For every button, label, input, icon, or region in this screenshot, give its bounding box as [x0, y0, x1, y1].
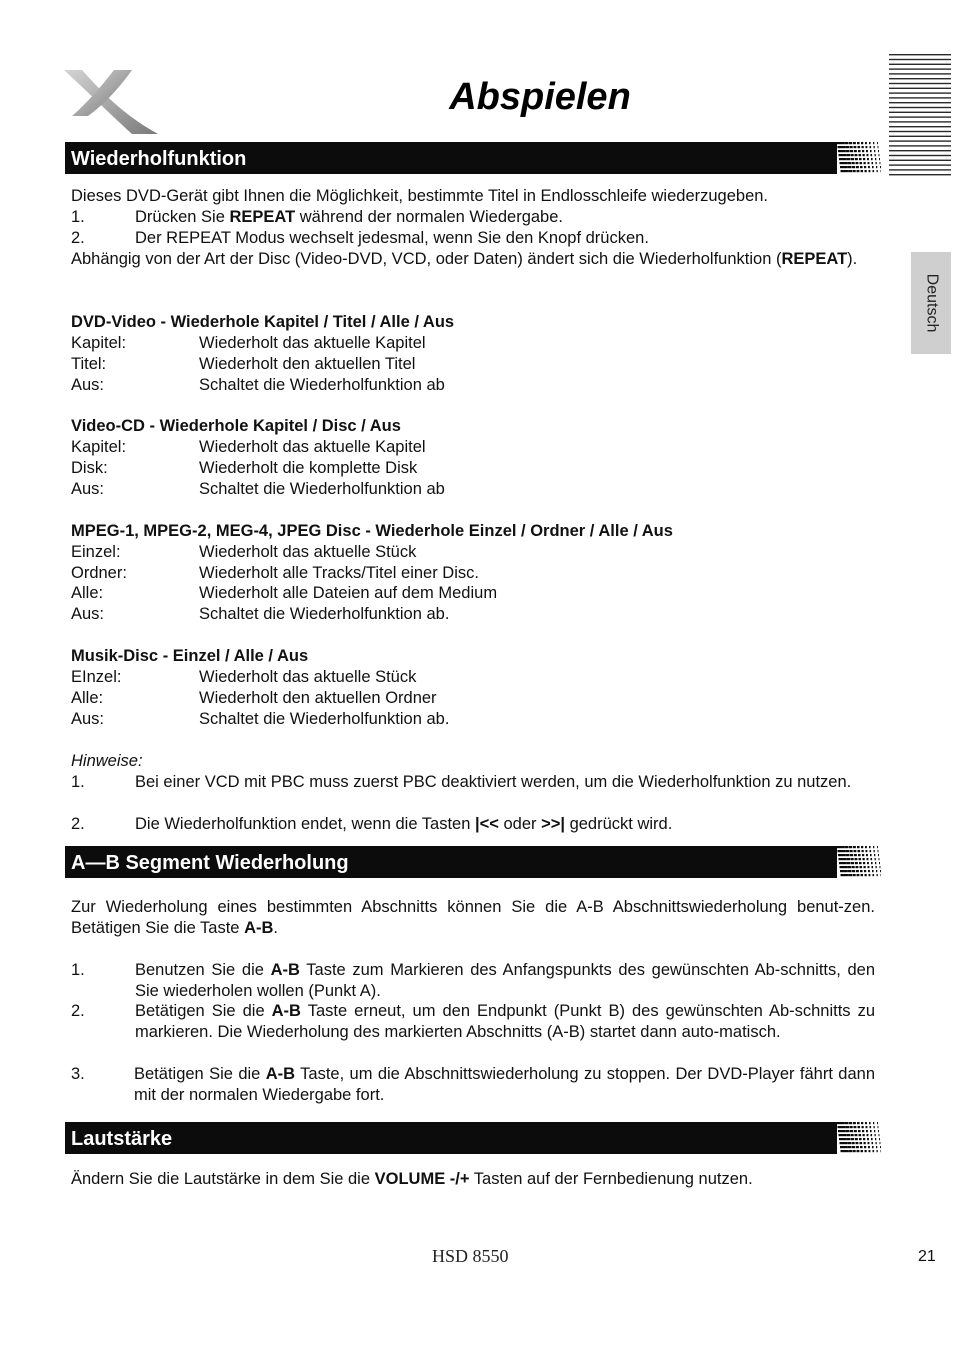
option-row: Disk: Wiederholt die komplette Disk: [71, 459, 418, 477]
step-text: Der REPEAT Modus wechselt jedesmal, wenn Sie den Knopf drücken.: [135, 229, 649, 247]
step-number: 1.: [71, 961, 85, 979]
step-number: 1.: [71, 208, 85, 226]
group-title: MPEG-1, MPEG-2, MEG-4, JPEG Disc - Wiederhole Einzel / Ordner / Alle / Aus: [71, 522, 673, 540]
section-heading: A—B Segment Wiederholung: [71, 852, 349, 874]
group-title: Video-CD - Wiederhole Kapitel / Disc / Aus: [71, 417, 401, 435]
section-header-ab: [65, 846, 881, 878]
section-header-repeat: [65, 142, 881, 174]
decorative-stripes-icon: [889, 52, 951, 180]
step-number: 3.: [71, 1065, 85, 1083]
hints-label: Hinweise:: [71, 752, 143, 770]
language-tab[interactable]: [911, 252, 951, 354]
option-row: Alle: Wiederholt den aktuellen Ordner: [71, 689, 437, 707]
option-row: Aus: Schaltet die Wiederholfunktion ab.: [71, 710, 450, 728]
dot-pattern-icon: [837, 142, 881, 174]
option-row: Kapitel: Wiederholt das aktuelle Kapitel: [71, 334, 426, 352]
option-row: Alle: Wiederholt alle Dateien auf dem Medium: [71, 584, 498, 602]
step-text: Benutzen Sie die A-B Taste zum Markieren des Anfangspunkts des gewünschten Ab-schnitts, den Sie wiederholen wollen (Punkt A).: [135, 961, 876, 1000]
option-row: EInzel: Wiederholt das aktuelle Stück: [71, 668, 417, 686]
volume-text: Ändern Sie die Lautstärke in dem Sie die VOLUME -/+ Tasten auf der Fernbedienung nutzen.: [71, 1170, 753, 1188]
option-row: Kapitel: Wiederholt das aktuelle Kapitel: [71, 438, 426, 456]
repeat-intro: Dieses DVD-Gerät gibt Ihnen die Möglichkeit, bestimmte Titel in Endlosschleife wiederzugeben.: [71, 187, 769, 205]
option-row: Aus: Schaltet die Wiederholfunktion ab: [71, 376, 445, 394]
hint-text: Bei einer VCD mit PBC muss zuerst PBC deaktiviert werden, um die Wiederholfunktion zu nutzen.: [135, 773, 852, 791]
option-row: Einzel: Wiederholt das aktuelle Stück: [71, 543, 417, 561]
step-text: Betätigen Sie die A-B Taste, um die Abschnittswiederholung zu stoppen. Der DVD-Player fährt dann mit der normalen Wiedergabe fort.: [134, 1065, 876, 1104]
step-number: 2.: [71, 229, 85, 247]
dot-pattern-icon: [837, 1122, 881, 1154]
group-title: DVD-Video - Wiederhole Kapitel / Titel / Alle / Aus: [71, 313, 455, 331]
model-name: HSD 8550: [432, 1246, 509, 1266]
section-header-volume: [65, 1122, 881, 1154]
hint-number: 2.: [71, 815, 85, 833]
section-heading: Wiederholfunktion: [71, 148, 247, 170]
page-number: 21: [918, 1248, 936, 1265]
language-tab-label: Deutsch: [923, 273, 941, 333]
step-text: Betätigen Sie die A-B Taste erneut, um den Endpunkt (Punkt B) des gewünschten Ab-schnitts zu markieren. Die Wiederholung des markierten Abschnitts (A-B) startet dann auto-matisch.: [135, 1002, 875, 1041]
step-number: 2.: [71, 1002, 85, 1020]
option-row: Aus: Schaltet die Wiederholfunktion ab: [71, 480, 445, 498]
option-row: Aus: Schaltet die Wiederholfunktion ab.: [71, 605, 450, 623]
ab-intro: Zur Wiederholung eines bestimmten Abschnitts können Sie die A-B Abschnittswiederholung benut-zen. Betätigen Sie die Taste A-B.: [71, 898, 875, 937]
page-title: Abspielen: [449, 76, 631, 118]
section-heading: Lautstärke: [71, 1128, 173, 1150]
hint-number: 1.: [71, 773, 85, 791]
hint-text: Die Wiederholfunktion endet, wenn die Tasten |<< oder >>| gedrückt wird.: [135, 815, 673, 833]
repeat-note: Abhängig von der Art der Disc (Video-DVD, VCD, oder Daten) ändert sich die Wiederholfunktion (REPEAT).: [71, 250, 858, 268]
step-text: Drücken Sie REPEAT während der normalen Wiedergabe.: [135, 208, 563, 226]
option-row: Ordner: Wiederholt alle Tracks/Titel einer Disc.: [71, 564, 479, 582]
option-row: Titel: Wiederholt den aktuellen Titel: [71, 355, 416, 373]
dot-pattern-icon: [837, 846, 881, 878]
key-repeat: REPEAT: [229, 208, 296, 226]
group-title: Musik-Disc - Einzel / Alle / Aus: [71, 647, 309, 665]
